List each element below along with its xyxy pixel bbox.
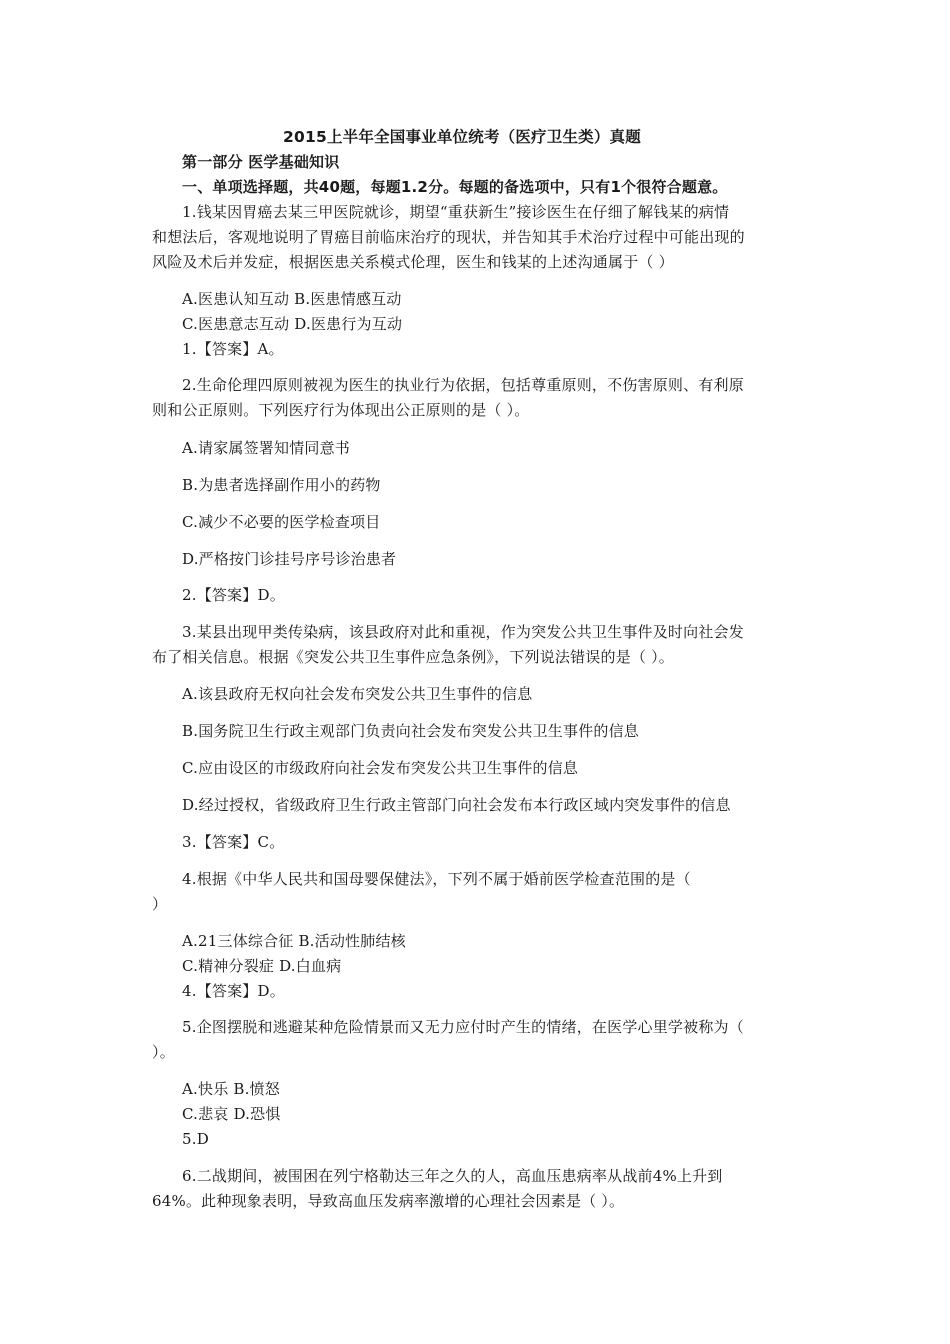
question-6-line-1: 6.二战期间，被围困在列宁格勒达三年之久的人，高血压患病率从战前4%上升到	[182, 1167, 723, 1185]
question-2-option-c: C.减少不必要的医学检查项目	[182, 513, 381, 531]
section-heading: 一、单项选择题，共40题，每题1.2分。每题的备选项中，只有1个很符合题意。	[182, 178, 728, 196]
question-2-option-a: A.请家属签署知情同意书	[182, 439, 351, 457]
question-4-options-cd: C.精神分裂症 D.白血病	[182, 957, 342, 975]
question-1-line-2: 和想法后，客观地说明了胃癌目前临床治疗的现状，并告知其手术治疗过程中可能出现的	[152, 228, 745, 246]
question-1-answer: 1.【答案】A。	[182, 340, 284, 358]
question-5-answer: 5.D	[182, 1130, 209, 1148]
question-3-option-d: D.经过授权，省级政府卫生行政主管部门向社会发布本行政区域内突发事件的信息	[182, 796, 731, 814]
question-5-line-2: ）。	[152, 1043, 175, 1061]
question-3-option-b: B.国务院卫生行政主观部门负责向社会发布突发公共卫生事件的信息	[182, 722, 639, 740]
question-2-line-2: 则和公正原则。下列医疗行为体现出公正原则的是（ ）。	[152, 401, 530, 419]
question-1-line-3: 风险及术后并发症，根据医患关系模式伦理，医生和钱某的上述沟通属于（ ）	[152, 253, 674, 271]
question-1-options-ab: A.医患认知互动 B.医患情感互动	[182, 290, 402, 308]
question-5-line-1: 5.企图摆脱和逃避某种危险情景而又无力应付时产生的情绪，在医学心里学被称为（	[182, 1018, 744, 1036]
question-2-answer: 2.【答案】D。	[182, 586, 285, 604]
question-6-line-2: 64%。此种现象表明，导致高血压发病率激增的心理社会因素是（ ）。	[152, 1192, 625, 1210]
question-2-option-b: B.为患者选择副作用小的药物	[182, 476, 381, 494]
document-title: 2015上半年全国事业单位统考（医疗卫生类）真题	[283, 128, 641, 146]
question-1-options-cd: C.医患意志互动 D.医患行为互动	[182, 315, 403, 333]
question-3-option-a: A.该县政府无权向社会发布突发公共卫生事件的信息	[182, 685, 533, 703]
question-2-option-d: D.严格按门诊挂号序号诊治患者	[182, 550, 397, 568]
question-3-line-1: 3.某县出现甲类传染病，该县政府对此和重视，作为突发公共卫生事件及时向社会发	[182, 623, 744, 641]
part-heading: 第一部分 医学基础知识	[182, 153, 340, 171]
question-4-line-1: 4.根据《中华人民共和国母婴保健法》，下列不属于婚前医学检查范围的是（	[182, 870, 691, 888]
question-5-options-cd: C.悲哀 D.恐惧	[182, 1105, 281, 1123]
question-4-line-2: ）	[152, 895, 168, 913]
question-3-option-c: C.应由设区的市级政府向社会发布突发公共卫生事件的信息	[182, 759, 579, 777]
question-2-line-1: 2.生命伦理四原则被视为医生的执业行为依据，包括尊重原则，不伤害原则、有利原	[182, 376, 744, 394]
question-3-line-2: 布了相关信息。根据《突发公共卫生事件应急条例》，下列说法错误的是（ ）。	[152, 648, 674, 666]
question-1-line-1: 1.钱某因胃癌去某三甲医院就诊，期望“重获新生”接诊医生在仔细了解钱某的病情	[182, 203, 730, 221]
question-4-answer: 4.【答案】D。	[182, 982, 285, 1000]
question-4-options-ab: A.21三体综合征 B.活动性肺结核	[182, 932, 406, 950]
question-3-answer: 3.【答案】C。	[182, 833, 285, 851]
question-5-options-ab: A.快乐 B.愤怒	[182, 1080, 280, 1098]
